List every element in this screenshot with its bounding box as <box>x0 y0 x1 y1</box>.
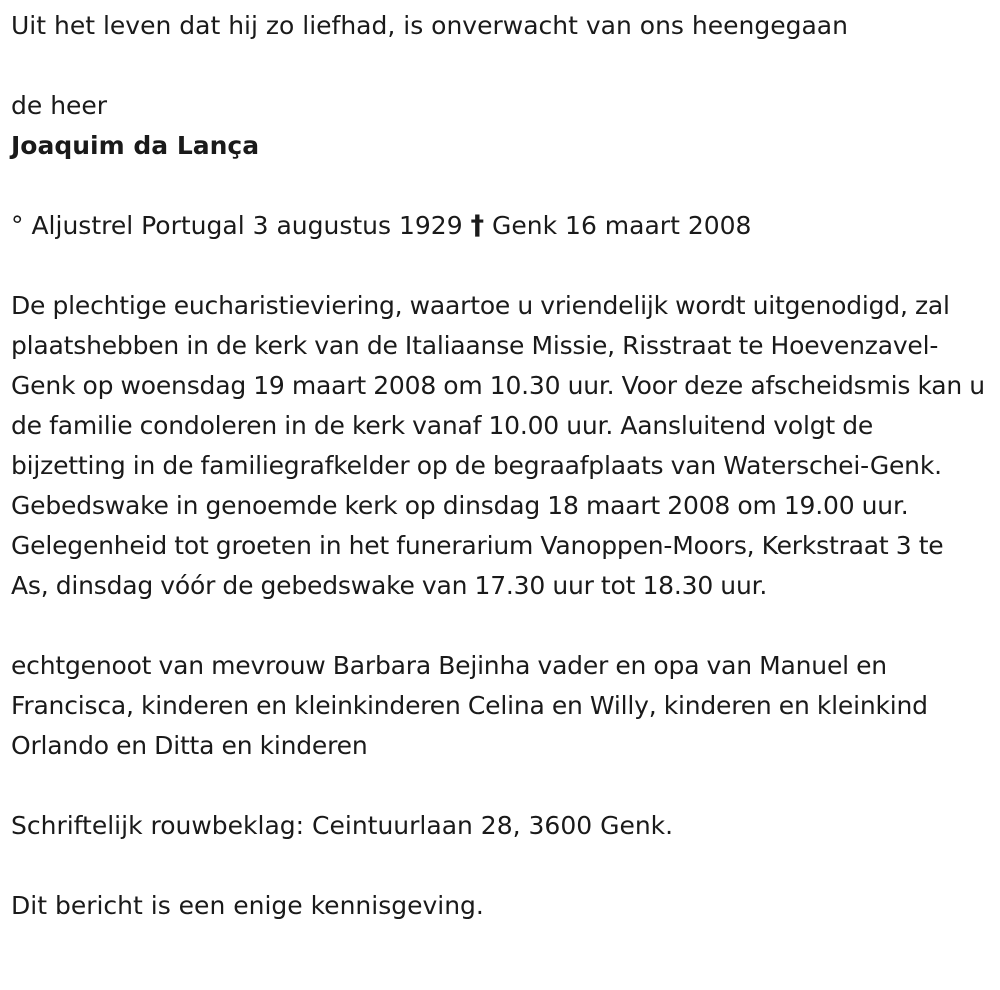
closing-note: Dit bericht is een enige kennisgeving. <box>11 891 484 920</box>
life-dates <box>11 206 986 246</box>
deceased-name: Joaquim da Lança <box>11 131 260 160</box>
cross-icon: † <box>470 210 485 241</box>
spacer <box>11 846 986 886</box>
death-date-place: Genk 16 maart 2008 <box>492 211 752 240</box>
birth-date-place: Aljustrel Portugal 3 augustus 1929 <box>31 211 463 240</box>
spacer <box>11 766 986 806</box>
condolence-address: Schriftelijk rouwbeklag: Ceintuurlaan 28, 3600 Genk. <box>11 811 674 840</box>
family-paragraph: echtgenoot van mevrouw Barbara Bejinha vader en opa van Manuel en Francisca, kinderen en kleinkinderen Celina en Willy, kinderen en kleinkind Orlando en Ditta en kinderen <box>11 651 928 760</box>
intro-text: Uit het leven dat hij zo liefhad, is onverwacht van ons heengegaan <box>11 11 848 40</box>
spacer <box>11 166 986 206</box>
ceremony-paragraph: De plechtige eucharistieviering, waartoe u vriendelijk wordt uitgenodigd, zal plaatshebben in de kerk van de Italiaanse Missie, Risstraat te Hoevenzavel-Genk op woensdag 19 maart 2008 om 10.30 uur. Voor deze afscheidsmis kan u de familie condoleren in de kerk vanaf 10.00 uur. Aansluitend volgt de bijzetting in de familiegrafkelder op de begraafplaats van Waterschei-Genk. Gebedswake in genoemde kerk op dinsdag 18 maart 2008 om 19.00 uur. Gelegenheid tot groeten in het funerarium Vanoppen-Moors, Kerkstraat 3 te As, dinsdag vóór de gebedswake van 17.30 uur tot 18.30 uur. <box>11 291 985 600</box>
spacer <box>11 46 986 86</box>
spacer <box>11 606 986 646</box>
birth-marker: ° <box>11 211 24 240</box>
salutation: de heer <box>11 91 108 120</box>
spacer <box>11 246 986 286</box>
